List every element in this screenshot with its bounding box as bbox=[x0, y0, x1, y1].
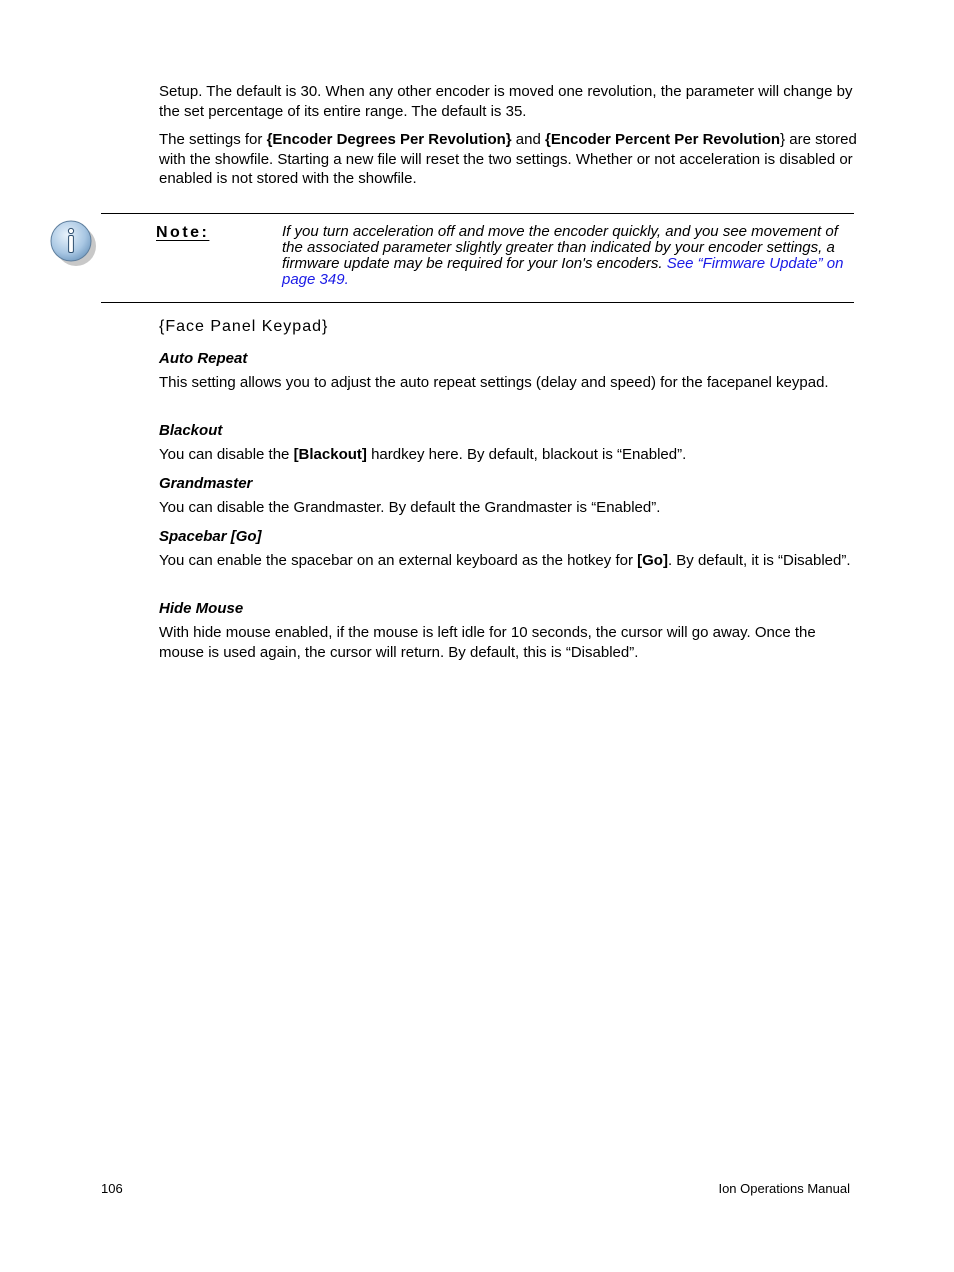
heading-grandmaster: Grandmaster bbox=[159, 475, 253, 492]
note-bottom-rule bbox=[101, 302, 854, 303]
auto-repeat-body: This setting allows you to adjust the auto repeat settings (delay and speed) for the facepanel keypad. bbox=[159, 374, 829, 391]
setting-encoder-degrees: {Encoder Degrees Per Revolution} bbox=[266, 131, 512, 148]
info-icon bbox=[49, 219, 97, 267]
setting-encoder-percent: {Encoder Percent Per Revolution bbox=[545, 131, 781, 148]
grandmaster-body: You can disable the Grandmaster. By default the Grandmaster is “Enabled”. bbox=[159, 499, 661, 516]
manual-title: Ion Operations Manual bbox=[718, 1181, 850, 1196]
blackout-key: [Blackout] bbox=[293, 446, 367, 463]
section-title: {Face Panel Keypad} bbox=[159, 318, 329, 335]
note-text bbox=[282, 224, 854, 288]
firmware-update-link[interactable]: See “Firmware Update” on page 349. bbox=[282, 255, 844, 288]
spacebar-body bbox=[159, 551, 859, 571]
text-run: } are stored with the showfile. Starting a new file will reset the two settings. Whether or not acceleration is disabled or enabled is not stored with the showfile. bbox=[159, 131, 857, 187]
heading-auto-repeat: Auto Repeat bbox=[159, 350, 248, 367]
page-number: 106 bbox=[101, 1181, 123, 1196]
text-run: . By default, it is “Disabled”. bbox=[667, 552, 851, 569]
intro-paragraph-2 bbox=[159, 130, 859, 189]
intro-paragraph-1: Setup. The default is 30. When any other encoder is moved one revolution, the parameter will change by the set percentage of its entire range. The default is 35. bbox=[159, 83, 853, 120]
text-run: You can enable the spacebar on an external keyboard as the hotkey for bbox=[159, 552, 638, 569]
text-run: You can disable the bbox=[159, 446, 294, 463]
heading-hide-mouse: Hide Mouse bbox=[159, 600, 244, 617]
note-body: If you turn acceleration off and move the encoder quickly, and you see movement of the associated parameter slightly greater than indicated by your encoder settings, a firmware update may be required for your Ion's encoders. bbox=[282, 223, 838, 272]
heading-blackout: Blackout bbox=[159, 422, 223, 439]
hide-mouse-body: With hide mouse enabled, if the mouse is left idle for 10 seconds, the cursor will go away. Once the mouse is used again, the cursor will return. By default, this is “Disabled”. bbox=[159, 624, 816, 661]
blackout-body bbox=[159, 445, 859, 465]
note-top-rule bbox=[101, 213, 854, 214]
note-label: Note: bbox=[156, 224, 210, 241]
text-run: The settings for bbox=[159, 131, 267, 148]
text-run: and bbox=[511, 131, 546, 148]
text-run: hardkey here. By default, blackout is “Enabled”. bbox=[366, 446, 687, 463]
heading-spacebar-go: Spacebar [Go] bbox=[159, 528, 262, 545]
go-key: [Go] bbox=[637, 552, 668, 569]
